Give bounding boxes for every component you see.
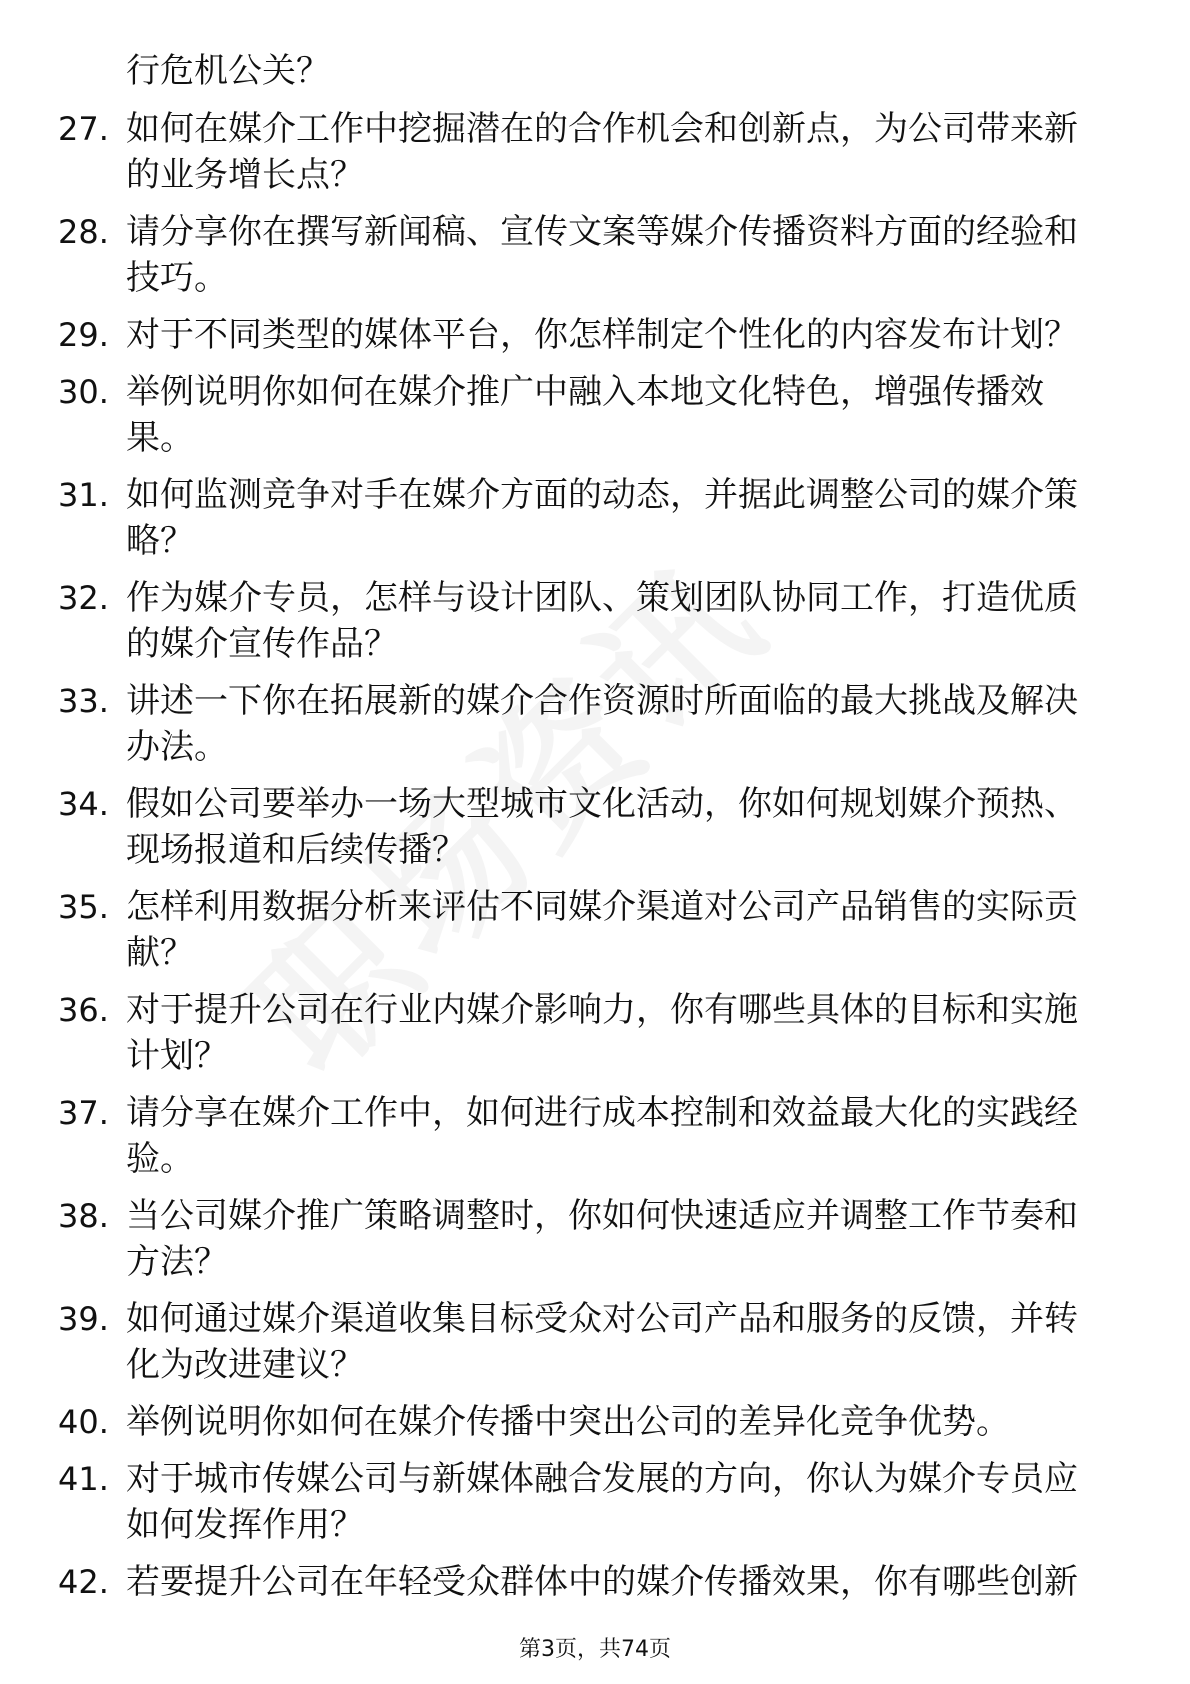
question-item (58, 1456, 1118, 1548)
question-text (126, 678, 1118, 770)
question-item (58, 575, 1118, 667)
question-number: 33. (58, 682, 109, 720)
question-text-line: 当公司媒介推广策略调整时，你如何快速适应并调整工作节奏和 (126, 1196, 1078, 1236)
question-text-line: 对于城市传媒公司与新媒体融合发展的方向，你认为媒介专员应 (126, 1459, 1078, 1499)
page-footer: 第3页，共74页 (519, 1637, 671, 1662)
question-number: 36. (58, 991, 109, 1029)
question-text-line: 果。 (126, 418, 194, 458)
question-text-line: 化为改进建议？ (126, 1345, 364, 1385)
question-text (126, 369, 1118, 461)
question-text (126, 1193, 1118, 1285)
question-text-line: 假如公司要举办一场大型城市文化活动，你如何规划媒介预热、 (126, 784, 1078, 824)
question-text-line: 技巧。 (126, 258, 228, 298)
question-text-line: 如何通过媒介渠道收集目标受众对公司产品和服务的反馈，并转 (126, 1299, 1078, 1339)
question-text (126, 312, 1118, 358)
question-text (126, 575, 1118, 667)
question-text-line: 讲述一下你在拓展新的媒介合作资源时所面临的最大挑战及解决 (126, 681, 1078, 721)
question-list (58, 48, 1118, 1616)
question-number: 41. (58, 1460, 109, 1498)
question-item (58, 1296, 1118, 1388)
question-number: 30. (58, 373, 109, 411)
question-item (58, 781, 1118, 873)
question-text-line: 如何监测竞争对手在媒介方面的动态，并据此调整公司的媒介策 (126, 475, 1078, 515)
question-text-line: 计划？ (126, 1036, 228, 1076)
question-text (126, 472, 1118, 564)
question-text (126, 1296, 1118, 1388)
question-text-line: 若要提升公司在年轻受众群体中的媒介传播效果，你有哪些创新 (126, 1562, 1078, 1602)
question-item (58, 369, 1118, 461)
question-text-line: 对于提升公司在行业内媒介影响力，你有哪些具体的目标和实施 (126, 990, 1078, 1030)
question-text-line: 略？ (126, 521, 194, 561)
question-item (58, 1559, 1118, 1605)
question-text-line: 献？ (126, 933, 194, 973)
question-text (126, 987, 1118, 1079)
question-text-line: 如何在媒介工作中挖掘潜在的合作机会和创新点，为公司带来新 (126, 109, 1078, 149)
question-number: 31. (58, 476, 109, 514)
question-text-line: 对于不同类型的媒体平台，你怎样制定个性化的内容发布计划？ (126, 315, 1078, 355)
question-text (126, 106, 1118, 198)
question-text-line: 现场报道和后续传播？ (126, 830, 466, 870)
question-number: 34. (58, 785, 109, 823)
question-text (126, 1090, 1118, 1182)
question-text-line: 方法？ (126, 1242, 228, 1282)
question-text-line: 的业务增长点？ (126, 155, 364, 195)
question-item (58, 106, 1118, 198)
question-item (58, 987, 1118, 1079)
question-text-line: 作为媒介专员，怎样与设计团队、策划团队协同工作，打造优质 (126, 578, 1078, 618)
question-item (58, 1193, 1118, 1285)
question-text-line: 举例说明你如何在媒介传播中突出公司的差异化竞争优势。 (126, 1402, 1010, 1442)
continuation-text: 行危机公关？ (126, 51, 330, 91)
question-number: 29. (58, 316, 109, 354)
question-text-line: 举例说明你如何在媒介推广中融入本地文化特色，增强传播效 (126, 372, 1044, 412)
question-item (58, 312, 1118, 358)
question-number: 35. (58, 888, 109, 926)
question-text-line: 怎样利用数据分析来评估不同媒介渠道对公司产品销售的实际贡 (126, 887, 1078, 927)
question-item (58, 1399, 1118, 1445)
question-number: 42. (58, 1563, 109, 1601)
question-text-line: 请分享你在撰写新闻稿、宣传文案等媒介传播资料方面的经验和 (126, 212, 1078, 252)
question-text-line: 验。 (126, 1139, 194, 1179)
question-items (58, 106, 1118, 1605)
question-number: 39. (58, 1300, 109, 1338)
question-text-line: 办法。 (126, 727, 228, 767)
question-text (126, 209, 1118, 301)
question-text (126, 1559, 1118, 1605)
question-text-line: 的媒介宣传作品？ (126, 624, 398, 664)
question-number: 37. (58, 1094, 109, 1132)
question-item (58, 884, 1118, 976)
question-number: 28. (58, 213, 109, 251)
question-item (58, 1090, 1118, 1182)
question-text (126, 884, 1118, 976)
question-text (126, 1399, 1118, 1445)
question-text (126, 1456, 1118, 1548)
question-number: 38. (58, 1197, 109, 1235)
question-text-line: 如何发挥作用？ (126, 1505, 364, 1545)
question-number: 40. (58, 1403, 109, 1441)
question-text (126, 781, 1118, 873)
question-item (58, 472, 1118, 564)
question-number: 27. (58, 110, 109, 148)
question-text-line: 请分享在媒介工作中，如何进行成本控制和效益最大化的实践经 (126, 1093, 1078, 1133)
question-item (58, 678, 1118, 770)
question-item (58, 209, 1118, 301)
question-number: 32. (58, 579, 109, 617)
